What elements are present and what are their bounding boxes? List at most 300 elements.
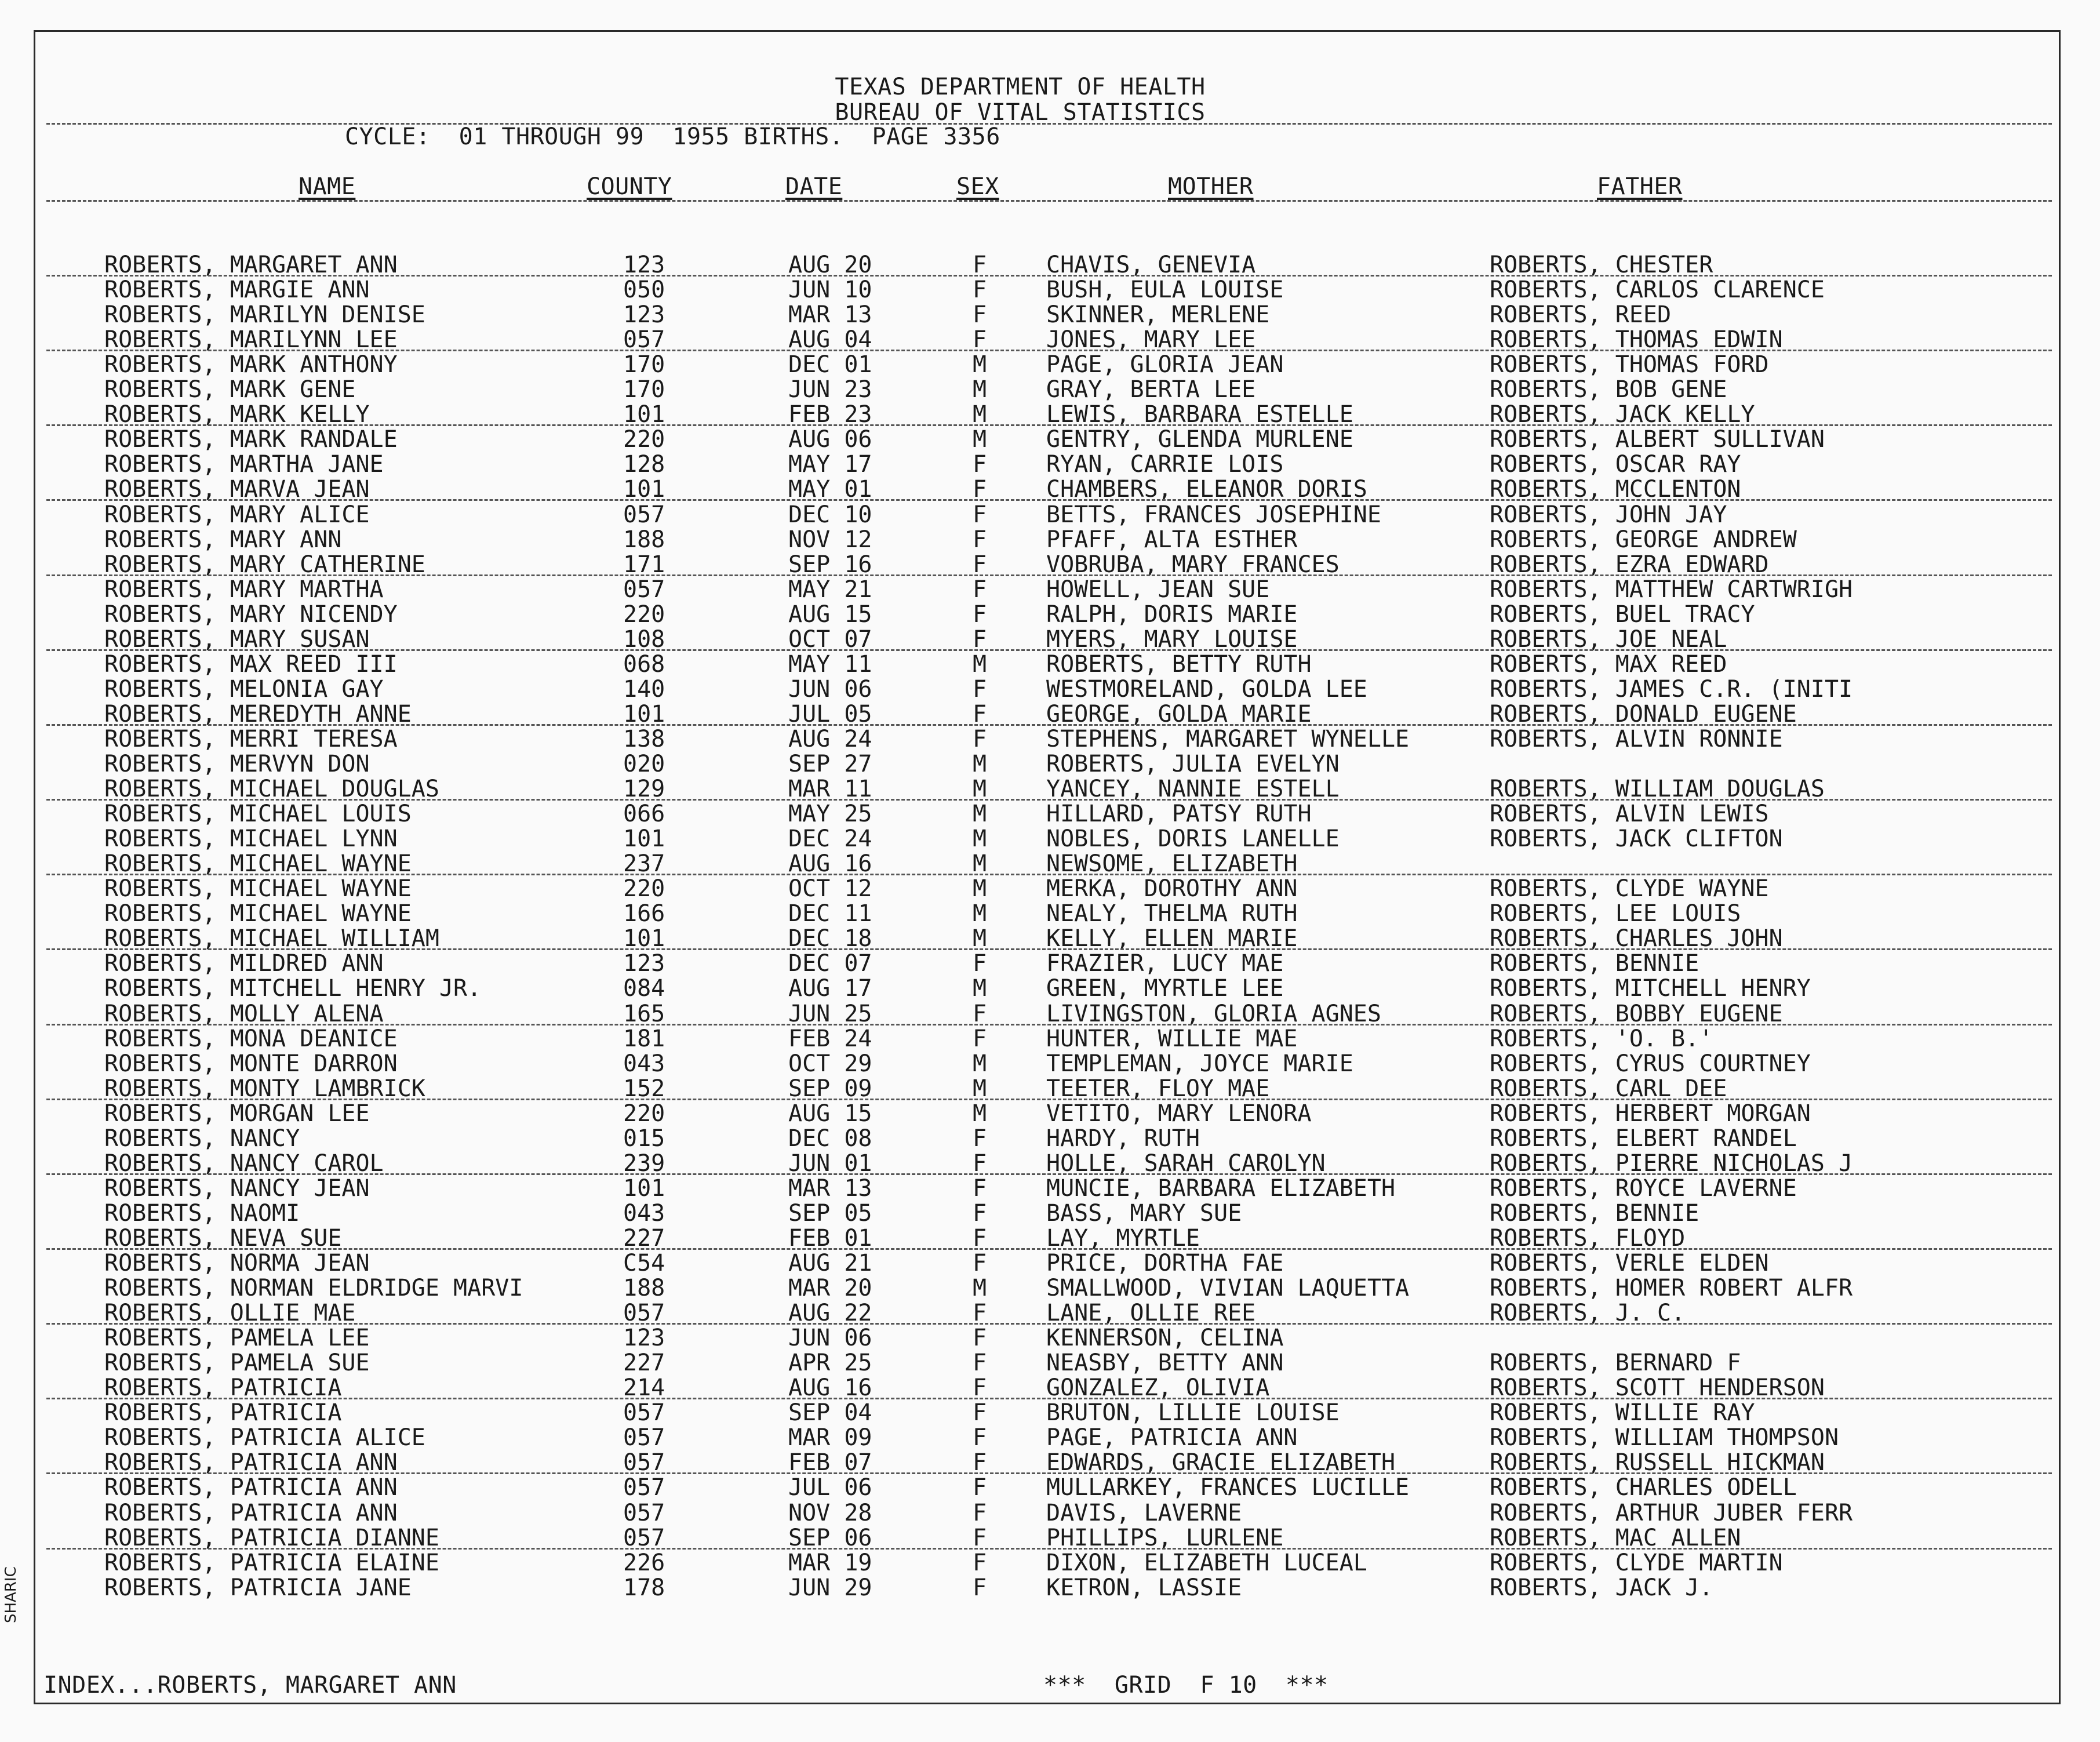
cell-sex: F (973, 1174, 987, 1202)
cell-sex: F (973, 1374, 987, 1402)
cell-date: FEB 01 (788, 1224, 872, 1252)
cell-date: MAY 17 (788, 451, 872, 478)
cell-date: JUL 05 (788, 700, 872, 728)
table-row (0, 1401, 2100, 1425)
cell-name: ROBERTS, MARK RANDALE (104, 426, 398, 453)
cell-county: 220 (623, 1100, 665, 1127)
cell-mother: LANE, OLLIE REE (1046, 1300, 1256, 1327)
cell-mother: BUSH, EULA LOUISE (1046, 277, 1284, 304)
cell-name: ROBERTS, MICHAEL WAYNE (104, 900, 412, 928)
cell-name: ROBERTS, MILDRED ANN (104, 950, 384, 977)
cell-name: ROBERTS, PATRICIA DIANNE (104, 1524, 439, 1551)
table-row (0, 1276, 2100, 1301)
table-row (0, 702, 2100, 727)
cell-father: ROBERTS, THOMAS EDWIN (1490, 326, 1783, 354)
cell-name: ROBERTS, MORGAN LEE (104, 1100, 370, 1127)
col-header-father: FATHER (1597, 173, 1683, 200)
cell-county: 170 (623, 351, 665, 379)
cell-mother: HOWELL, JEAN SUE (1046, 576, 1270, 603)
cell-date: AUG 21 (788, 1250, 872, 1277)
cell-county: 214 (623, 1374, 665, 1402)
cell-date: SEP 27 (788, 751, 872, 777)
cell-sex: M (973, 650, 987, 678)
side-label: SHARIC (2, 1566, 20, 1623)
cell-county: 057 (623, 1474, 665, 1501)
cell-name: ROBERTS, MICHAEL WAYNE (104, 850, 412, 878)
cell-sex: F (973, 1125, 987, 1152)
cell-date: OCT 29 (788, 1050, 872, 1077)
table-row (0, 1450, 2100, 1475)
cell-father: ROBERTS, BENNIE (1490, 950, 1699, 977)
table-row (0, 1226, 2100, 1251)
cell-name: ROBERTS, MERVYN DON (104, 751, 370, 777)
cell-sex: M (973, 376, 987, 403)
cell-sex: F (973, 551, 987, 578)
cell-sex: M (973, 1050, 987, 1077)
cell-county: 101 (623, 1174, 665, 1202)
cell-sex: F (973, 501, 987, 528)
table-row (0, 1126, 2100, 1151)
cell-mother: PRICE, DORTHA FAE (1046, 1250, 1284, 1277)
cell-name: ROBERTS, MOLLY ALENA (104, 1000, 384, 1027)
cell-date: JUL 06 (788, 1474, 872, 1501)
table-row (0, 352, 2100, 377)
table-row (0, 303, 2100, 328)
cell-date: AUG 17 (788, 975, 872, 1002)
cell-county: 123 (623, 252, 665, 278)
cell-county: 188 (623, 1275, 665, 1302)
cell-father: ROBERTS, PIERRE NICHOLAS J (1490, 1150, 1853, 1177)
cell-name: ROBERTS, MARK ANTHONY (104, 351, 398, 379)
cell-county: 043 (623, 1050, 665, 1077)
cell-father: ROBERTS, JOHN JAY (1490, 501, 1727, 528)
cell-father: ROBERTS, BUEL TRACY (1490, 601, 1755, 628)
table-row (0, 602, 2100, 627)
cell-mother: BASS, MARY SUE (1046, 1199, 1242, 1227)
cell-date: AUG 16 (788, 1374, 872, 1402)
table-row (0, 278, 2100, 303)
table-row (0, 777, 2100, 802)
cell-father: ROBERTS, ALBERT SULLIVAN (1490, 426, 1825, 453)
cell-name: ROBERTS, PATRICIA ANN (104, 1449, 398, 1476)
header-agency: TEXAS DEPARTMENT OF HEALTH (835, 74, 1206, 100)
cell-father: ROBERTS, THOMAS FORD (1490, 351, 1769, 379)
cell-date: OCT 12 (788, 875, 872, 903)
table-row (0, 652, 2100, 677)
cell-county: 101 (623, 476, 665, 503)
cell-father: ROBERTS, REED (1490, 301, 1672, 329)
table-row (0, 577, 2100, 602)
cell-sex: M (973, 1100, 987, 1127)
cell-sex: F (973, 326, 987, 354)
cell-sex: F (973, 1449, 987, 1476)
table-row (0, 877, 2100, 901)
cell-sex: F (973, 1549, 987, 1576)
cell-name: ROBERTS, MARGIE ANN (104, 277, 370, 304)
cell-county: 057 (623, 1399, 665, 1427)
cell-date: MAY 21 (788, 576, 872, 603)
cell-mother: CHAMBERS, ELEANOR DORIS (1046, 476, 1367, 503)
cell-sex: M (973, 401, 987, 428)
cell-father: ROBERTS, OSCAR RAY (1490, 451, 1741, 478)
cell-name: ROBERTS, MARVA JEAN (104, 476, 370, 503)
table-row (0, 1326, 2100, 1351)
cell-name: ROBERTS, NANCY CAROL (104, 1150, 384, 1177)
cell-county: 057 (623, 326, 665, 354)
cell-date: DEC 11 (788, 900, 872, 928)
cell-county: 123 (623, 1325, 665, 1352)
cell-county: 171 (623, 551, 665, 578)
table-row (0, 377, 2100, 402)
footer-grid: *** GRID F 10 *** (1043, 1672, 1329, 1699)
cell-sex: F (973, 1399, 987, 1427)
cell-sex: F (973, 301, 987, 329)
cell-mother: LEWIS, BARBARA ESTELLE (1046, 401, 1353, 428)
cell-county: 050 (623, 277, 665, 304)
cell-mother: HARDY, RUTH (1046, 1125, 1200, 1152)
table-row (0, 827, 2100, 852)
cell-name: ROBERTS, NEVA SUE (104, 1224, 342, 1252)
cell-mother: GONZALEZ, OLIVIA (1046, 1374, 1270, 1402)
cell-mother: VETITO, MARY LENORA (1046, 1100, 1312, 1127)
table-row (0, 1475, 2100, 1500)
cell-date: JUN 25 (788, 1000, 872, 1027)
cell-date: SEP 16 (788, 551, 872, 578)
cell-sex: M (973, 1075, 987, 1102)
cell-sex: M (973, 426, 987, 453)
cell-sex: F (973, 1499, 987, 1526)
cell-sex: F (973, 1025, 987, 1052)
cell-mother: SMALLWOOD, VIVIAN LAQUETTA (1046, 1275, 1410, 1302)
footer-index: INDEX...ROBERTS, MARGARET ANN (43, 1672, 457, 1699)
cell-father: ROBERTS, EZRA EDWARD (1490, 551, 1769, 578)
cell-name: ROBERTS, MARY MARTHA (104, 576, 384, 603)
cell-mother: TEETER, FLOY MAE (1046, 1075, 1270, 1102)
cell-county: 129 (623, 776, 665, 803)
cell-date: JUN 10 (788, 277, 872, 304)
cell-mother: BETTS, FRANCES JOSEPHINE (1046, 501, 1381, 528)
cell-county: 138 (623, 725, 665, 752)
cell-father: ROBERTS, CYRUS COURTNEY (1490, 1050, 1811, 1077)
cell-date: AUG 20 (788, 252, 872, 278)
cell-date: MAR 20 (788, 1275, 872, 1302)
cell-sex: F (973, 1300, 987, 1327)
cell-date: AUG 22 (788, 1300, 872, 1327)
table-row (0, 802, 2100, 827)
cell-date: FEB 23 (788, 401, 872, 428)
cell-sex: M (973, 975, 987, 1002)
cell-date: MAY 01 (788, 476, 872, 503)
cell-name: ROBERTS, PATRICIA JANE (104, 1574, 412, 1601)
cell-father: ROBERTS, FLOYD (1490, 1224, 1686, 1252)
cell-father: ROBERTS, JOE NEAL (1490, 625, 1727, 653)
cell-sex: F (973, 1150, 987, 1177)
cell-county: 227 (623, 1350, 665, 1377)
cell-date: JUN 23 (788, 376, 872, 403)
cell-date: JUN 06 (788, 1325, 872, 1352)
table-row (0, 1526, 2100, 1551)
cell-father: ROBERTS, SCOTT HENDERSON (1490, 1374, 1825, 1402)
cell-sex: F (973, 252, 987, 278)
table-row (0, 427, 2100, 452)
table-row (0, 677, 2100, 702)
table-row (0, 926, 2100, 951)
cell-mother: KETRON, LASSIE (1046, 1574, 1242, 1601)
cell-date: DEC 24 (788, 825, 872, 853)
cell-name: ROBERTS, PAMELA LEE (104, 1325, 370, 1352)
cell-sex: M (973, 776, 987, 803)
cell-sex: F (973, 1350, 987, 1377)
cell-name: ROBERTS, MARY CATHERINE (104, 551, 425, 578)
cell-sex: M (973, 850, 987, 878)
table-row (0, 328, 2100, 352)
cell-name: ROBERTS, NORMAN ELDRIDGE MARVI (104, 1275, 523, 1302)
cell-mother: MUNCIE, BARBARA ELIZABETH (1046, 1174, 1396, 1202)
cell-father: ROBERTS, CLYDE WAYNE (1490, 875, 1769, 903)
cell-sex: F (973, 1574, 987, 1601)
cell-county: 188 (623, 526, 665, 553)
cell-sex: F (973, 725, 987, 752)
cell-date: SEP 06 (788, 1524, 872, 1551)
cell-sex: F (973, 675, 987, 703)
cell-mother: NOBLES, DORIS LANELLE (1046, 825, 1340, 853)
cell-father: ROBERTS, DONALD EUGENE (1490, 700, 1797, 728)
cell-mother: FRAZIER, LUCY MAE (1046, 950, 1284, 977)
cell-father: ROBERTS, WILLIAM DOUGLAS (1490, 776, 1825, 803)
cell-mother: MULLARKEY, FRANCES LUCILLE (1046, 1474, 1410, 1501)
cell-mother: GENTRY, GLENDA MURLENE (1046, 426, 1353, 453)
cell-county: 057 (623, 576, 665, 603)
cell-county: 170 (623, 376, 665, 403)
cell-name: ROBERTS, MARK KELLY (104, 401, 370, 428)
cell-date: MAY 11 (788, 650, 872, 678)
cell-name: ROBERTS, PATRICIA (104, 1374, 342, 1402)
cell-sex: F (973, 1250, 987, 1277)
cell-name: ROBERTS, PATRICIA ALICE (104, 1424, 425, 1452)
cell-father: ROBERTS, WILLIAM THOMPSON (1490, 1424, 1839, 1452)
cell-date: FEB 07 (788, 1449, 872, 1476)
cell-sex: F (973, 1325, 987, 1352)
cell-father: ROBERTS, 'O. B.' (1490, 1025, 1713, 1052)
table-row (0, 1101, 2100, 1126)
cell-father: ROBERTS, JAMES C.R. (INITI (1490, 675, 1853, 703)
cell-father: ROBERTS, HOMER ROBERT ALFR (1490, 1275, 1853, 1302)
cell-date: SEP 05 (788, 1199, 872, 1227)
cell-sex: F (973, 277, 987, 304)
cell-father: ROBERTS, JACK CLIFTON (1490, 825, 1783, 853)
cell-date: JUN 01 (788, 1150, 872, 1177)
cell-county: C54 (623, 1250, 665, 1277)
table-row (0, 552, 2100, 577)
cell-date: APR 25 (788, 1350, 872, 1377)
cell-father: ROBERTS, CARLOS CLARENCE (1490, 277, 1825, 304)
cell-father: ROBERTS, MCCLENTON (1490, 476, 1741, 503)
cell-sex: F (973, 1000, 987, 1027)
cell-sex: M (973, 925, 987, 952)
cell-date: MAR 13 (788, 1174, 872, 1202)
cell-father: ROBERTS, MAX REED (1490, 650, 1727, 678)
table-row (0, 852, 2100, 877)
cell-mother: GEORGE, GOLDA MARIE (1046, 700, 1312, 728)
cell-name: ROBERTS, MICHAEL LYNN (104, 825, 398, 853)
cell-father: ROBERTS, ARTHUR JUBER FERR (1490, 1499, 1853, 1526)
table-row (0, 1002, 2100, 1027)
cell-mother: VOBRUBA, MARY FRANCES (1046, 551, 1340, 578)
cell-father: ROBERTS, ELBERT RANDEL (1490, 1125, 1797, 1152)
cell-sex: F (973, 1424, 987, 1452)
cell-date: DEC 18 (788, 925, 872, 952)
cell-sex: M (973, 825, 987, 853)
table-row (0, 1077, 2100, 1101)
cell-mother: MERKA, DOROTHY ANN (1046, 875, 1298, 903)
cell-name: ROBERTS, MARY SUSAN (104, 625, 370, 653)
cell-date: AUG 16 (788, 850, 872, 878)
cell-sex: F (973, 1474, 987, 1501)
cell-county: 043 (623, 1199, 665, 1227)
cell-county: 237 (623, 850, 665, 878)
cell-county: 057 (623, 1499, 665, 1526)
cell-father: ROBERTS, LEE LOUIS (1490, 900, 1741, 928)
cell-name: ROBERTS, MICHAEL LOUIS (104, 801, 412, 828)
cell-father: ROBERTS, JACK J. (1490, 1574, 1713, 1601)
cell-sex: M (973, 900, 987, 928)
cell-date: AUG 04 (788, 326, 872, 354)
cell-mother: JONES, MARY LEE (1046, 326, 1256, 354)
cell-sex: M (973, 751, 987, 777)
table-row (0, 528, 2100, 552)
cell-sex: F (973, 526, 987, 553)
cell-name: ROBERTS, MARILYNN LEE (104, 326, 398, 354)
cell-date: SEP 04 (788, 1399, 872, 1427)
cell-county: 128 (623, 451, 665, 478)
cell-date: DEC 10 (788, 501, 872, 528)
cell-mother: DAVIS, LAVERNE (1046, 1499, 1242, 1526)
cell-sex: F (973, 625, 987, 653)
cell-father: ROBERTS, JACK KELLY (1490, 401, 1755, 428)
cell-county: 101 (623, 925, 665, 952)
cell-sex: F (973, 1224, 987, 1252)
cell-county: 057 (623, 1449, 665, 1476)
cell-county: 152 (623, 1075, 665, 1102)
cell-date: AUG 06 (788, 426, 872, 453)
table-row (0, 1201, 2100, 1226)
cell-mother: HOLLE, SARAH CAROLYN (1046, 1150, 1326, 1177)
cell-father: ROBERTS, ALVIN RONNIE (1490, 725, 1783, 752)
cell-county: 057 (623, 1300, 665, 1327)
table-row (0, 402, 2100, 427)
cell-mother: YANCEY, NANNIE ESTELL (1046, 776, 1340, 803)
table-row (0, 1251, 2100, 1276)
cell-county: 020 (623, 751, 665, 777)
cell-mother: BRUTON, LILLIE LOUISE (1046, 1399, 1340, 1427)
cell-name: ROBERTS, MARTHA JANE (104, 451, 384, 478)
cell-father: ROBERTS, CHARLES JOHN (1490, 925, 1783, 952)
cell-mother: GREEN, MYRTLE LEE (1046, 975, 1284, 1002)
cell-name: ROBERTS, NORMA JEAN (104, 1250, 370, 1277)
cell-name: ROBERTS, MARY ANN (104, 526, 342, 553)
col-header-sex: SEX (956, 173, 999, 200)
table-row (0, 752, 2100, 777)
cell-mother: HUNTER, WILLIE MAE (1046, 1025, 1298, 1052)
cell-father: ROBERTS, MATTHEW CARTWRIGH (1490, 576, 1853, 603)
cell-father: ROBERTS, VERLE ELDEN (1490, 1250, 1769, 1277)
cell-date: FEB 24 (788, 1025, 872, 1052)
table-row (0, 951, 2100, 976)
cell-mother: PFAFF, ALTA ESTHER (1046, 526, 1298, 553)
cell-county: 101 (623, 401, 665, 428)
cell-name: ROBERTS, MARGARET ANN (104, 252, 398, 278)
cell-name: ROBERTS, PATRICIA (104, 1399, 342, 1427)
cell-date: MAR 11 (788, 776, 872, 803)
cell-date: AUG 15 (788, 601, 872, 628)
cell-mother: NEASBY, BETTY ANN (1046, 1350, 1284, 1377)
cell-name: ROBERTS, MONTY LAMBRICK (104, 1075, 425, 1102)
cell-father: ROBERTS, ALVIN LEWIS (1490, 801, 1769, 828)
cell-date: AUG 15 (788, 1100, 872, 1127)
cell-mother: DIXON, ELIZABETH LUCEAL (1046, 1549, 1367, 1576)
cell-name: ROBERTS, MARILYN DENISE (104, 301, 425, 329)
cell-name: ROBERTS, MERRI TERESA (104, 725, 398, 752)
table-row (0, 1425, 2100, 1450)
cell-date: OCT 07 (788, 625, 872, 653)
table-row (0, 253, 2100, 278)
cell-father: ROBERTS, CHESTER (1490, 252, 1713, 278)
cell-date: MAY 25 (788, 801, 872, 828)
cell-mother: MYERS, MARY LOUISE (1046, 625, 1298, 653)
cell-sex: F (973, 700, 987, 728)
cell-mother: LIVINGSTON, GLORIA AGNES (1046, 1000, 1381, 1027)
cell-sex: M (973, 1275, 987, 1302)
cell-mother: RALPH, DORIS MARIE (1046, 601, 1298, 628)
table-row (0, 727, 2100, 752)
cell-date: MAR 19 (788, 1549, 872, 1576)
cell-county: 220 (623, 601, 665, 628)
cell-mother: RYAN, CARRIE LOIS (1046, 451, 1284, 478)
cell-father: ROBERTS, BERNARD F (1490, 1350, 1741, 1377)
col-header-name: NAME (299, 173, 356, 200)
cell-county: 181 (623, 1025, 665, 1052)
cell-name: ROBERTS, MELONIA GAY (104, 675, 384, 703)
table-row (0, 1027, 2100, 1052)
cell-name: ROBERTS, MONTE DARRON (104, 1050, 398, 1077)
cell-county: 220 (623, 875, 665, 903)
table-row (0, 901, 2100, 926)
cell-mother: KENNERSON, CELINA (1046, 1325, 1284, 1352)
cell-date: JUN 06 (788, 675, 872, 703)
table-row (0, 1052, 2100, 1077)
cell-county: 101 (623, 825, 665, 853)
cell-date: DEC 08 (788, 1125, 872, 1152)
cell-father: ROBERTS, BOBBY EUGENE (1490, 1000, 1783, 1027)
cell-father: ROBERTS, CARL DEE (1490, 1075, 1727, 1102)
cell-name: ROBERTS, NANCY JEAN (104, 1174, 370, 1202)
cell-father: ROBERTS, BOB GENE (1490, 376, 1727, 403)
cell-county: 084 (623, 975, 665, 1002)
cell-name: ROBERTS, MITCHELL HENRY JR. (104, 975, 482, 1002)
cell-father: ROBERTS, RUSSELL HICKMAN (1490, 1449, 1825, 1476)
cell-mother: CHAVIS, GENEVIA (1046, 252, 1256, 278)
cell-county: 165 (623, 1000, 665, 1027)
cell-county: 108 (623, 625, 665, 653)
cell-mother: PAGE, GLORIA JEAN (1046, 351, 1284, 379)
col-header-mother: MOTHER (1168, 173, 1254, 200)
table-row (0, 1351, 2100, 1376)
cell-name: ROBERTS, MARY NICENDY (104, 601, 398, 628)
cell-mother: SKINNER, MERLENE (1046, 301, 1270, 329)
cell-county: 123 (623, 950, 665, 977)
cell-father: ROBERTS, MAC ALLEN (1490, 1524, 1741, 1551)
cell-sex: M (973, 875, 987, 903)
